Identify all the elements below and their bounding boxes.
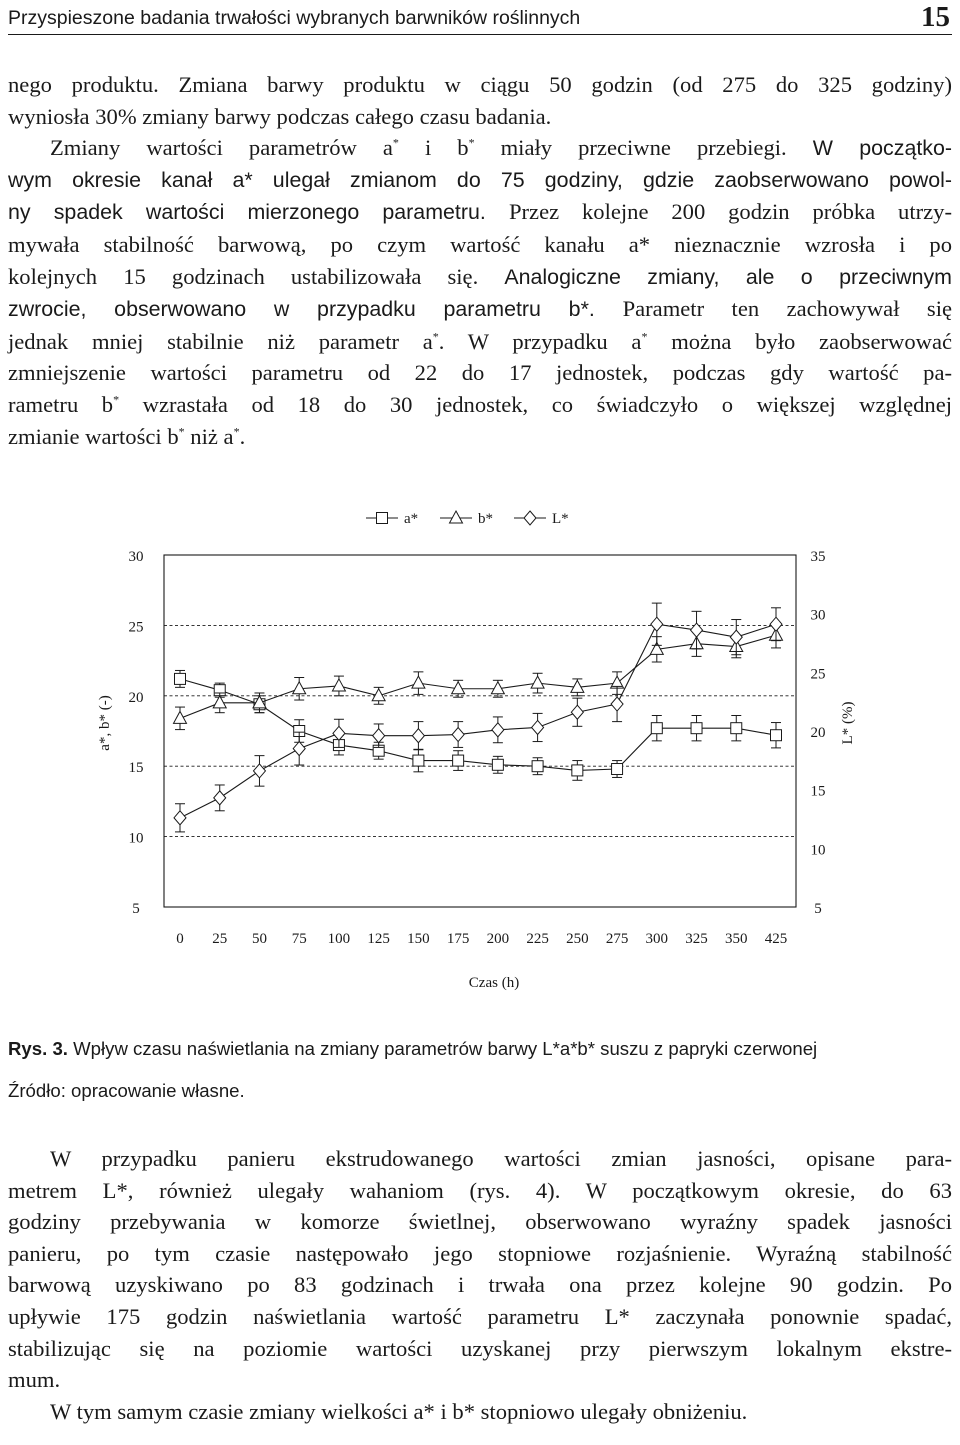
data-point-a-star	[731, 723, 742, 734]
text-line: barwową uzyskiwano po 83 godzinach i trwała ona przez kolejne 90 godzin. Po	[8, 1272, 952, 1298]
y-tick-label-right: 35	[810, 549, 826, 565]
y-axis-label-right: L* (%)	[840, 701, 856, 745]
text-line: mywała stabilność barwową, po czym wartość kanału a* nieznacznie wzrosła i po	[8, 231, 952, 257]
y-tick-label-right: 30	[810, 607, 826, 624]
x-tick-label: 350	[725, 931, 748, 947]
y-tick-label-left: 30	[128, 549, 144, 565]
x-axis-label: Czas (h)	[468, 975, 520, 991]
x-tick-label: 50	[251, 931, 267, 947]
x-tick-label: 25	[212, 931, 228, 947]
x-tick-label: 200	[486, 931, 510, 947]
text-line: W tym samym czasie zmiany wielkości a* i b* stopniowo ulegały obniżeniu.	[50, 1398, 748, 1424]
x-tick-label: 150	[407, 931, 430, 947]
text-line: jednak mniej stabilnie niż parametr a*. W przypadku a* można było zaobserwować	[8, 328, 953, 354]
legend-marker-l-star	[524, 511, 536, 525]
x-tick-label: 275	[605, 931, 629, 947]
x-tick-label: 125	[367, 931, 390, 947]
series-line-a-star	[180, 679, 776, 771]
data-point-l-star	[412, 729, 424, 743]
y-axis-label-left: a*, b* (-)	[97, 695, 113, 751]
figure-source: Źródło: opracowanie własne.	[8, 1080, 245, 1101]
x-tick-label: 250	[566, 931, 589, 947]
text-line: stabilizując się na poziomie wartości uzyskanej przy pierwszym lokalnym ekstre-	[8, 1335, 952, 1361]
text-line: panieru, po tym czasie następowało jego stopniowe rozjaśnienie. Wyraźną stabilność	[8, 1240, 952, 1266]
text-line: zmianie wartości b* niż a*.	[8, 423, 246, 449]
text-line: metrem L*, również ulegały wahaniom (rys. 4). W początkowym okresie, do 63	[8, 1177, 952, 1203]
data-point-a-star	[651, 723, 662, 734]
data-point-l-star	[452, 728, 464, 742]
x-tick-label: 225	[526, 931, 549, 947]
x-tick-label: 300	[645, 931, 669, 947]
y-tick-label-right: 15	[810, 783, 826, 800]
data-point-l-star	[333, 726, 345, 740]
text-line: rametru b* wzrastała od 18 do 30 jednostek, co świadczyło o większej względnej	[8, 391, 953, 417]
figure-label: Rys. 3.	[8, 1038, 68, 1059]
data-point-a-star	[572, 765, 583, 776]
y-tick-label-left: 20	[128, 689, 144, 706]
y-tick-label-left: 5	[132, 901, 140, 917]
y-tick-label-left: 15	[128, 760, 144, 777]
y-tick-label-right: 10	[810, 842, 826, 859]
data-point-b-star	[412, 676, 425, 688]
text-line: mum.	[8, 1367, 61, 1393]
x-tick-label: 75	[291, 931, 307, 947]
data-point-l-star	[293, 742, 305, 756]
data-point-a-star	[532, 761, 543, 772]
text-line: Zmiany wartości parametrów a* i b* miały przeciwne przebiegi. W początko-	[50, 135, 953, 161]
data-point-a-star	[771, 730, 782, 741]
running-title: Przyspieszone badania trwałości wybranych barwników roślinnych	[8, 7, 581, 29]
text-line: wym okresie kanał a* ulegał zmianom do 75 godziny, gdzie zaobserwowano powol-	[8, 167, 952, 192]
x-tick-label: 425	[764, 931, 788, 947]
y-tick-label-left: 25	[128, 619, 144, 636]
x-tick-label: 100	[327, 931, 351, 947]
data-point-l-star	[651, 617, 663, 631]
text-line: ny spadek wartości mierzonego parametru. Przez kolejne 200 godzin próbka utrzy-	[8, 199, 952, 225]
x-tick-label: 175	[446, 931, 470, 947]
y-tick-label-left: 10	[128, 830, 144, 847]
legend-label-b-star: b*	[478, 511, 493, 527]
legend-label-l-star: L*	[552, 511, 569, 527]
data-point-a-star	[453, 755, 464, 766]
paragraph-body	[8, 1143, 952, 1427]
data-point-l-star	[730, 630, 742, 644]
data-point-a-star	[612, 764, 623, 775]
legend-marker-b-star	[450, 511, 463, 523]
data-point-a-star	[413, 755, 424, 766]
data-point-a-star	[175, 673, 186, 684]
x-tick-label: 0	[176, 931, 184, 947]
data-point-l-star	[571, 705, 583, 719]
data-point-l-star	[532, 720, 544, 734]
running-header	[8, 0, 952, 35]
x-tick-label: 325	[685, 931, 708, 947]
text-line: kolejnych 15 godzinach ustabilizowała się. Analogiczne zmiany, ale o przeciwnym	[8, 263, 953, 289]
legend-label-a-star: a*	[404, 511, 419, 527]
data-point-l-star	[373, 729, 385, 743]
figure-caption-text: Wpływ czasu naświetlania na zmiany parametrów barwy L*a*b* suszu z papryki czerwonej	[67, 1038, 818, 1059]
text-line: godziny przebywania w komorze świetlnej, obserwowano wyraźny spadek jasności	[8, 1209, 952, 1235]
series-line-l-star	[180, 624, 776, 818]
data-point-l-star	[611, 697, 623, 711]
data-point-b-star	[531, 676, 544, 688]
data-point-a-star	[492, 759, 503, 770]
line-chart	[0, 495, 960, 1005]
data-point-a-star	[691, 723, 702, 734]
series-line-b-star	[180, 635, 776, 718]
y-tick-label-right: 20	[810, 725, 826, 741]
legend-marker-a-star	[377, 513, 388, 524]
text-line: upływie 175 godzin naświetlania wartość parametru L* zaczynała ponownie spadać,	[8, 1303, 952, 1329]
data-point-b-star	[332, 679, 345, 691]
data-point-l-star	[492, 723, 504, 737]
text-line: zwrocie, obserwowano w przypadku parametru b*. Parametr ten zachowywał się	[8, 296, 953, 322]
data-point-b-star	[174, 711, 187, 723]
paragraph-intro	[8, 69, 952, 452]
text-line: wyniosła 30% zmiany barwy podczas całego czasu badania.	[8, 103, 552, 129]
data-point-l-star	[174, 811, 186, 825]
data-point-l-star	[770, 617, 782, 631]
y-tick-label-right: 25	[810, 666, 826, 683]
data-point-l-star	[214, 791, 226, 805]
text-line: zmniejszenie wartości parametru od 22 do 17 jednostek, podczas gdy wartość pa-	[8, 360, 952, 386]
y-tick-label-right: 5	[814, 901, 822, 917]
text-line: nego produktu. Zmiana barwy produktu w ciągu 50 godzin (od 275 do 325 godziny)	[8, 72, 952, 97]
data-point-b-star	[293, 682, 306, 694]
figure-caption	[8, 1038, 952, 1060]
text-line: W przypadku panieru ekstrudowanego wartości zmian jasności, opisane para-	[50, 1146, 952, 1171]
page-number: 15	[921, 1, 950, 33]
